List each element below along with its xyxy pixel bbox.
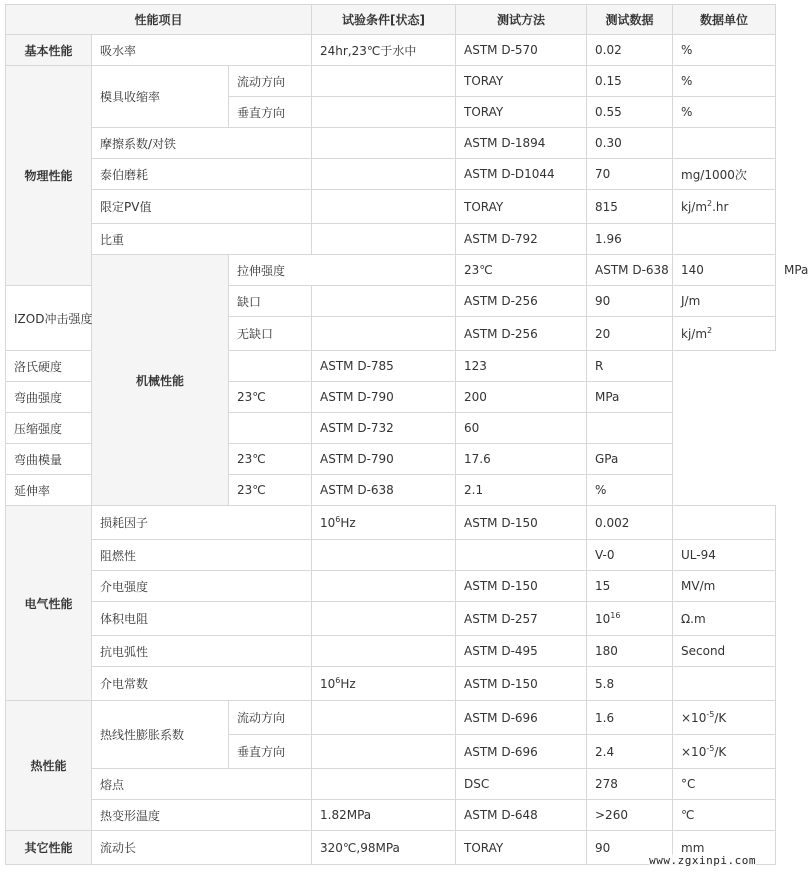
method-cell: ASTM D-150 (456, 667, 587, 701)
sub-item: 垂直方向 (229, 97, 312, 128)
method-cell: ASTM D-150 (456, 506, 587, 540)
method-cell: ASTM D-790 (312, 444, 456, 475)
sub-item: 缺口 (229, 286, 312, 317)
group-izod: IZOD冲击强度 (6, 286, 92, 351)
condition-cell (312, 636, 456, 667)
unit-cell (587, 413, 673, 444)
table-row: 机械性能 拉伸强度 23℃ ASTM D-638 140 MPa (6, 255, 776, 286)
freq-unit: Hz (340, 676, 356, 691)
item-name: 熔点 (92, 769, 312, 800)
method-cell: ASTM D-570 (456, 35, 587, 66)
unit-cell: UL-94 (673, 540, 776, 571)
method-cell: TORAY (456, 97, 587, 128)
sub-item: 无缺口 (229, 317, 312, 351)
table-row (6, 224, 776, 255)
sub-item: 流动方向 (229, 66, 312, 97)
table-row (6, 571, 776, 602)
item-name: 比重 (92, 224, 312, 255)
header-method: 测试方法 (456, 5, 587, 35)
method-cell: ASTM D-D1044 (456, 159, 587, 190)
condition-cell (312, 667, 456, 701)
condition-cell: 23℃ (229, 444, 312, 475)
value-cell: 70 (587, 159, 673, 190)
item-name: 压缩强度 (6, 413, 229, 444)
item-name: 延伸率 (6, 475, 229, 506)
table-row (6, 636, 776, 667)
unit-cell: ℃ (673, 800, 776, 831)
item-name: 泰伯磨耗 (92, 159, 312, 190)
condition-cell: 23℃ (456, 255, 587, 286)
unit-cell (673, 701, 776, 735)
table-row (6, 769, 776, 800)
value-cell: 0.15 (587, 66, 673, 97)
condition-cell (312, 769, 456, 800)
unit-cell: MV/m (673, 571, 776, 602)
freq-exponent: 6 (335, 514, 341, 524)
method-cell: ASTM D-638 (312, 475, 456, 506)
table-row (6, 540, 776, 571)
unit-cell (673, 128, 776, 159)
unit-cell (673, 224, 776, 255)
value-cell: 60 (456, 413, 587, 444)
category-basic: 基本性能 (6, 35, 92, 66)
unit-cell (673, 667, 776, 701)
method-cell: ASTM D-1894 (456, 128, 587, 159)
condition-cell: 23℃ (229, 382, 312, 413)
group-mold-shrinkage: 模具收缩率 (92, 66, 229, 128)
value-cell: 815 (587, 190, 673, 224)
unit-cell: R (587, 351, 673, 382)
category-mechanical: 机械性能 (92, 255, 229, 506)
value-cell: 1.96 (587, 224, 673, 255)
value-cell: 123 (456, 351, 587, 382)
table-row (6, 351, 776, 382)
item-name: 弯曲强度 (6, 382, 229, 413)
item-name: 介电常数 (92, 667, 312, 701)
method-cell: ASTM D-648 (456, 800, 587, 831)
method-cell: TORAY (456, 190, 587, 224)
method-cell: ASTM D-785 (312, 351, 456, 382)
method-cell: ASTM D-732 (312, 413, 456, 444)
method-cell: TORAY (456, 831, 587, 865)
item-name: 损耗因子 (92, 506, 312, 540)
item-name: 洛氏硬度 (6, 351, 229, 382)
table-row (6, 382, 776, 413)
unit-cell: % (587, 475, 673, 506)
value-cell: 5.8 (587, 667, 673, 701)
header-condition: 试验条件[状态] (312, 5, 456, 35)
item-name: 流动长 (92, 831, 312, 865)
condition-cell: 24hr,23℃于水中 (312, 35, 456, 66)
item-name: 抗电弧性 (92, 636, 312, 667)
freq-unit: Hz (340, 515, 356, 530)
method-cell (456, 540, 587, 571)
item-name: 摩擦系数/对铁 (92, 128, 312, 159)
unit-base: kj/m (681, 326, 708, 341)
unit-cell: Second (673, 636, 776, 667)
item-name: 阻燃性 (92, 540, 312, 571)
freq-base: 10 (320, 676, 336, 691)
category-thermal: 热性能 (6, 701, 92, 831)
condition-cell (312, 66, 456, 97)
condition-cell (312, 602, 456, 636)
table-row (6, 35, 776, 66)
table-row (6, 413, 776, 444)
unit-cell (673, 506, 776, 540)
value-cell: V-0 (587, 540, 673, 571)
method-cell: ASTM D-150 (456, 571, 587, 602)
unit-cell (673, 190, 776, 224)
group-thermal-expansion: 热线性膨胀系数 (92, 701, 229, 769)
watermark: www.zgxinpi.com (649, 854, 756, 867)
sub-item: 垂直方向 (229, 735, 312, 769)
table-row (6, 128, 776, 159)
value-cell: 140 (673, 255, 776, 286)
unit-cell: J/m (673, 286, 776, 317)
sub-item: 流动方向 (229, 701, 312, 735)
table-row (6, 444, 776, 475)
header-item: 性能项目 (6, 5, 312, 35)
unit-tail: .hr (712, 199, 729, 214)
value-cell: 17.6 (456, 444, 587, 475)
cte-exponent: -5 (706, 709, 715, 719)
freq-base: 10 (320, 515, 336, 530)
condition-cell (229, 413, 312, 444)
item-name: 吸水率 (92, 35, 312, 66)
value-cell: 0.30 (587, 128, 673, 159)
condition-cell (312, 506, 456, 540)
condition-cell (312, 224, 456, 255)
unit-cell: mg/1000次 (673, 159, 776, 190)
value-cell (587, 602, 673, 636)
condition-cell (229, 351, 312, 382)
condition-cell (312, 286, 456, 317)
header-unit: 数据单位 (673, 5, 776, 35)
category-physical: 物理性能 (6, 66, 92, 286)
table-row (6, 602, 776, 636)
condition-cell (312, 735, 456, 769)
table-row (6, 159, 776, 190)
cte-base: ×10 (681, 744, 707, 759)
table-row (6, 66, 776, 97)
table-row (6, 667, 776, 701)
unit-cell: MPa (587, 382, 673, 413)
spec-table (5, 4, 808, 865)
condition-cell: 1.82MPa (312, 800, 456, 831)
condition-cell (312, 190, 456, 224)
method-cell: ASTM D-696 (456, 735, 587, 769)
value-cell: 278 (587, 769, 673, 800)
unit-cell (673, 735, 776, 769)
condition-cell (312, 540, 456, 571)
unit-cell: °C (673, 769, 776, 800)
condition-cell (312, 317, 456, 351)
item-name: 介电强度 (92, 571, 312, 602)
method-cell: ASTM D-696 (456, 701, 587, 735)
method-cell: ASTM D-790 (312, 382, 456, 413)
unit-cell: % (673, 35, 776, 66)
value-cell: 2.1 (456, 475, 587, 506)
unit-cell: % (673, 66, 776, 97)
value-cell: 20 (587, 317, 673, 351)
unit-exponent: 2 (707, 198, 713, 208)
table-row (6, 190, 776, 224)
method-cell: DSC (456, 769, 587, 800)
value-cell: 0.02 (587, 35, 673, 66)
method-cell: ASTM D-256 (456, 317, 587, 351)
condition-cell (312, 97, 456, 128)
unit-base: kj/m (681, 199, 708, 214)
value-cell: 200 (456, 382, 587, 413)
method-cell: TORAY (456, 66, 587, 97)
value-cell: 90 (587, 831, 673, 865)
method-cell: ASTM D-257 (456, 602, 587, 636)
condition-cell (312, 701, 456, 735)
item-name: 体积电阻 (92, 602, 312, 636)
item-name: 热变形温度 (92, 800, 312, 831)
table-row (6, 475, 776, 506)
item-name: 拉伸强度 (229, 255, 456, 286)
value-cell: 90 (587, 286, 673, 317)
item-name: 限定PV值 (92, 190, 312, 224)
category-electrical: 电气性能 (6, 506, 92, 701)
value-cell: >260 (587, 800, 673, 831)
cte-tail: /K (714, 710, 727, 725)
unit-cell: % (673, 97, 776, 128)
condition-cell (312, 128, 456, 159)
header-row (6, 5, 776, 35)
value-cell: 0.55 (587, 97, 673, 128)
value-cell: 1.6 (587, 701, 673, 735)
header-data: 测试数据 (587, 5, 673, 35)
unit-cell: mm (673, 831, 776, 865)
condition-cell (312, 571, 456, 602)
unit-cell (673, 317, 776, 351)
table-row (6, 506, 776, 540)
cte-exponent: -5 (706, 743, 715, 753)
unit-cell: Ω.m (673, 602, 776, 636)
condition-cell: 320℃,98MPa (312, 831, 456, 865)
table-row (6, 701, 776, 735)
unit-exponent: 2 (707, 325, 713, 335)
value-cell: 15 (587, 571, 673, 602)
unit-cell: GPa (587, 444, 673, 475)
method-cell: ASTM D-495 (456, 636, 587, 667)
method-cell: ASTM D-792 (456, 224, 587, 255)
item-name: 弯曲模量 (6, 444, 229, 475)
value-cell: 0.002 (587, 506, 673, 540)
method-cell: ASTM D-256 (456, 286, 587, 317)
category-other: 其它性能 (6, 831, 92, 865)
value-cell: 180 (587, 636, 673, 667)
condition-cell (312, 159, 456, 190)
resist-exponent: 16 (610, 610, 621, 620)
cte-base: ×10 (681, 710, 707, 725)
value-cell: 2.4 (587, 735, 673, 769)
condition-cell: 23℃ (229, 475, 312, 506)
resist-base: 10 (595, 611, 611, 626)
method-cell: ASTM D-638 (587, 255, 673, 286)
table-row (6, 800, 776, 831)
freq-exponent: 6 (335, 675, 341, 685)
cte-tail: /K (714, 744, 727, 759)
